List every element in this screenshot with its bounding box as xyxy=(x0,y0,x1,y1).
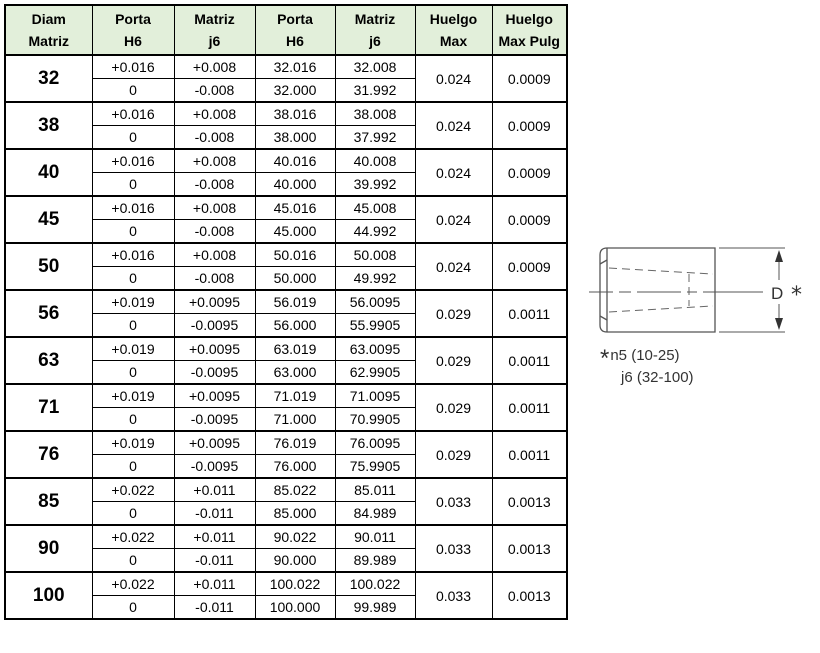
pin-drawing xyxy=(585,240,815,340)
note-line-1: n5 (10-25) xyxy=(610,347,680,364)
huelgo-max-cell: 0.029 xyxy=(415,384,492,431)
matriz-upper-tol-cell: +0.008 xyxy=(174,55,255,79)
porta-lower-tol-cell: 0 xyxy=(92,267,174,291)
porta-max-cell: 45.016 xyxy=(255,196,335,220)
porta-lower-tol-cell: 0 xyxy=(92,549,174,573)
diam-cell: 63 xyxy=(5,337,92,384)
matriz-upper-tol-cell: +0.008 xyxy=(174,102,255,126)
huelgo-max-cell: 0.024 xyxy=(415,149,492,196)
matriz-min-cell: 70.9905 xyxy=(335,408,415,432)
huelgo-pulg-cell: 0.0011 xyxy=(492,290,567,337)
table-row xyxy=(5,384,567,408)
matriz-upper-tol-cell: +0.0095 xyxy=(174,431,255,455)
table-row xyxy=(5,243,567,267)
header-porta-tol: Porta xyxy=(92,5,174,30)
matriz-max-cell: 85.011 xyxy=(335,478,415,502)
huelgo-pulg-cell: 0.0011 xyxy=(492,431,567,478)
diam-cell: 100 xyxy=(5,572,92,619)
huelgo-max-cell: 0.024 xyxy=(415,196,492,243)
porta-min-cell: 100.000 xyxy=(255,596,335,620)
porta-upper-tol-cell: +0.019 xyxy=(92,384,174,408)
porta-lower-tol-cell: 0 xyxy=(92,408,174,432)
table-row xyxy=(5,572,567,596)
matriz-upper-tol-cell: +0.011 xyxy=(174,572,255,596)
matriz-upper-tol-cell: +0.008 xyxy=(174,196,255,220)
table-row xyxy=(5,196,567,220)
matriz-max-cell: 32.008 xyxy=(335,55,415,79)
porta-lower-tol-cell: 0 xyxy=(92,361,174,385)
porta-lower-tol-cell: 0 xyxy=(92,596,174,620)
matriz-upper-tol-cell: +0.011 xyxy=(174,478,255,502)
header-porta-tol-sub: H6 xyxy=(92,30,174,55)
porta-lower-tol-cell: 0 xyxy=(92,126,174,150)
huelgo-max-cell: 0.024 xyxy=(415,102,492,149)
porta-max-cell: 90.022 xyxy=(255,525,335,549)
porta-lower-tol-cell: 0 xyxy=(92,173,174,197)
table-row xyxy=(5,290,567,314)
fit-note xyxy=(600,346,694,387)
table-row xyxy=(5,55,567,79)
matriz-max-cell: 45.008 xyxy=(335,196,415,220)
porta-lower-tol-cell: 0 xyxy=(92,314,174,338)
header-diam-sub: Matriz xyxy=(5,30,92,55)
header-huelgo-pulg-sub: Max Pulg xyxy=(492,30,567,55)
porta-min-cell: 38.000 xyxy=(255,126,335,150)
diam-cell: 76 xyxy=(5,431,92,478)
matriz-upper-tol-cell: +0.0095 xyxy=(174,384,255,408)
diam-cell: 32 xyxy=(5,55,92,102)
porta-min-cell: 56.000 xyxy=(255,314,335,338)
matriz-upper-tol-cell: +0.011 xyxy=(174,525,255,549)
matriz-lower-tol-cell: -0.008 xyxy=(174,220,255,244)
matriz-min-cell: 49.992 xyxy=(335,267,415,291)
diam-cell: 45 xyxy=(5,196,92,243)
matriz-max-cell: 63.0095 xyxy=(335,337,415,361)
matriz-min-cell: 84.989 xyxy=(335,502,415,526)
porta-lower-tol-cell: 0 xyxy=(92,79,174,103)
tolerance-table xyxy=(4,4,568,620)
porta-upper-tol-cell: +0.016 xyxy=(92,196,174,220)
diam-cell: 56 xyxy=(5,290,92,337)
matriz-max-cell: 50.008 xyxy=(335,243,415,267)
huelgo-max-cell: 0.029 xyxy=(415,431,492,478)
huelgo-max-cell: 0.024 xyxy=(415,55,492,102)
header-porta-dim-sub: H6 xyxy=(255,30,335,55)
porta-upper-tol-cell: +0.022 xyxy=(92,572,174,596)
matriz-lower-tol-cell: -0.008 xyxy=(174,79,255,103)
porta-max-cell: 100.022 xyxy=(255,572,335,596)
porta-max-cell: 32.016 xyxy=(255,55,335,79)
table-row xyxy=(5,478,567,502)
matriz-min-cell: 44.992 xyxy=(335,220,415,244)
table-row xyxy=(5,149,567,173)
table-row xyxy=(5,525,567,549)
huelgo-pulg-cell: 0.0011 xyxy=(492,337,567,384)
matriz-min-cell: 31.992 xyxy=(335,79,415,103)
huelgo-max-cell: 0.033 xyxy=(415,525,492,572)
huelgo-pulg-cell: 0.0013 xyxy=(492,525,567,572)
porta-lower-tol-cell: 0 xyxy=(92,455,174,479)
hidden-line-bottom xyxy=(609,306,713,312)
huelgo-pulg-cell: 0.0013 xyxy=(492,478,567,525)
porta-lower-tol-cell: 0 xyxy=(92,502,174,526)
porta-min-cell: 45.000 xyxy=(255,220,335,244)
huelgo-pulg-cell: 0.0009 xyxy=(492,55,567,102)
header-matriz-dim: Matriz xyxy=(335,5,415,30)
porta-max-cell: 50.016 xyxy=(255,243,335,267)
matriz-lower-tol-cell: -0.011 xyxy=(174,596,255,620)
porta-upper-tol-cell: +0.016 xyxy=(92,102,174,126)
porta-upper-tol-cell: +0.019 xyxy=(92,337,174,361)
porta-min-cell: 40.000 xyxy=(255,173,335,197)
table-row xyxy=(5,431,567,455)
porta-min-cell: 50.000 xyxy=(255,267,335,291)
porta-min-cell: 71.000 xyxy=(255,408,335,432)
note-line-2: j6 (32-100) xyxy=(621,369,694,386)
matriz-lower-tol-cell: -0.008 xyxy=(174,126,255,150)
diam-cell: 90 xyxy=(5,525,92,572)
matriz-max-cell: 76.0095 xyxy=(335,431,415,455)
matriz-lower-tol-cell: -0.0095 xyxy=(174,455,255,479)
header-matriz-tol-sub: j6 xyxy=(174,30,255,55)
matriz-upper-tol-cell: +0.0095 xyxy=(174,290,255,314)
matriz-max-cell: 40.008 xyxy=(335,149,415,173)
porta-min-cell: 76.000 xyxy=(255,455,335,479)
porta-max-cell: 38.016 xyxy=(255,102,335,126)
huelgo-pulg-cell: 0.0009 xyxy=(492,102,567,149)
matriz-upper-tol-cell: +0.0095 xyxy=(174,337,255,361)
header-matriz-dim-sub: j6 xyxy=(335,30,415,55)
huelgo-max-cell: 0.029 xyxy=(415,290,492,337)
matriz-lower-tol-cell: -0.008 xyxy=(174,267,255,291)
matriz-lower-tol-cell: -0.0095 xyxy=(174,408,255,432)
matriz-upper-tol-cell: +0.008 xyxy=(174,149,255,173)
matriz-max-cell: 90.011 xyxy=(335,525,415,549)
huelgo-pulg-cell: 0.0011 xyxy=(492,384,567,431)
porta-upper-tol-cell: +0.022 xyxy=(92,525,174,549)
dimension-arrow-top xyxy=(775,250,783,262)
matriz-min-cell: 55.9905 xyxy=(335,314,415,338)
diam-cell: 50 xyxy=(5,243,92,290)
porta-min-cell: 32.000 xyxy=(255,79,335,103)
huelgo-pulg-cell: 0.0009 xyxy=(492,196,567,243)
diam-cell: 38 xyxy=(5,102,92,149)
header-matriz-tol: Matriz xyxy=(174,5,255,30)
porta-upper-tol-cell: +0.019 xyxy=(92,431,174,455)
matriz-lower-tol-cell: -0.011 xyxy=(174,549,255,573)
porta-upper-tol-cell: +0.019 xyxy=(92,290,174,314)
note-star: * xyxy=(600,345,610,372)
matriz-min-cell: 39.992 xyxy=(335,173,415,197)
table-header xyxy=(5,5,567,55)
huelgo-max-cell: 0.033 xyxy=(415,572,492,619)
huelgo-pulg-cell: 0.0013 xyxy=(492,572,567,619)
pin-chamfer-top xyxy=(600,260,607,264)
header-huelgo-max-sub: Max xyxy=(415,30,492,55)
table-row xyxy=(5,337,567,361)
header-row-1 xyxy=(5,5,567,30)
huelgo-max-cell: 0.029 xyxy=(415,337,492,384)
header-row-2 xyxy=(5,30,567,55)
porta-max-cell: 40.016 xyxy=(255,149,335,173)
matriz-max-cell: 38.008 xyxy=(335,102,415,126)
matriz-max-cell: 56.0095 xyxy=(335,290,415,314)
huelgo-max-cell: 0.024 xyxy=(415,243,492,290)
porta-lower-tol-cell: 0 xyxy=(92,220,174,244)
porta-min-cell: 85.000 xyxy=(255,502,335,526)
dimension-label: D xyxy=(771,284,784,303)
header-huelgo-max: Huelgo xyxy=(415,5,492,30)
porta-upper-tol-cell: +0.022 xyxy=(92,478,174,502)
porta-max-cell: 71.019 xyxy=(255,384,335,408)
porta-min-cell: 63.000 xyxy=(255,361,335,385)
porta-min-cell: 90.000 xyxy=(255,549,335,573)
table-row xyxy=(5,102,567,126)
dimension-star: * xyxy=(791,283,802,308)
matriz-lower-tol-cell: -0.0095 xyxy=(174,361,255,385)
diam-cell: 85 xyxy=(5,478,92,525)
huelgo-pulg-cell: 0.0009 xyxy=(492,243,567,290)
matriz-min-cell: 37.992 xyxy=(335,126,415,150)
huelgo-max-cell: 0.033 xyxy=(415,478,492,525)
matriz-lower-tol-cell: -0.0095 xyxy=(174,314,255,338)
matriz-min-cell: 99.989 xyxy=(335,596,415,620)
pin-chamfer-bottom xyxy=(600,316,607,320)
diam-cell: 40 xyxy=(5,149,92,196)
diam-cell: 71 xyxy=(5,384,92,431)
matriz-lower-tol-cell: -0.008 xyxy=(174,173,255,197)
header-porta-dim: Porta xyxy=(255,5,335,30)
matriz-min-cell: 62.9905 xyxy=(335,361,415,385)
header-diam: Diam xyxy=(5,5,92,30)
porta-max-cell: 76.019 xyxy=(255,431,335,455)
porta-upper-tol-cell: +0.016 xyxy=(92,55,174,79)
porta-max-cell: 85.022 xyxy=(255,478,335,502)
pin-outline xyxy=(600,248,715,332)
table-body xyxy=(5,55,567,619)
matriz-min-cell: 75.9905 xyxy=(335,455,415,479)
header-huelgo-pulg: Huelgo xyxy=(492,5,567,30)
matriz-max-cell: 100.022 xyxy=(335,572,415,596)
porta-upper-tol-cell: +0.016 xyxy=(92,243,174,267)
huelgo-pulg-cell: 0.0009 xyxy=(492,149,567,196)
porta-max-cell: 56.019 xyxy=(255,290,335,314)
porta-max-cell: 63.019 xyxy=(255,337,335,361)
matriz-upper-tol-cell: +0.008 xyxy=(174,243,255,267)
matriz-lower-tol-cell: -0.011 xyxy=(174,502,255,526)
matriz-min-cell: 89.989 xyxy=(335,549,415,573)
matriz-max-cell: 71.0095 xyxy=(335,384,415,408)
porta-upper-tol-cell: +0.016 xyxy=(92,149,174,173)
hidden-line-top xyxy=(609,268,713,274)
dimension-arrow-bottom xyxy=(775,318,783,330)
